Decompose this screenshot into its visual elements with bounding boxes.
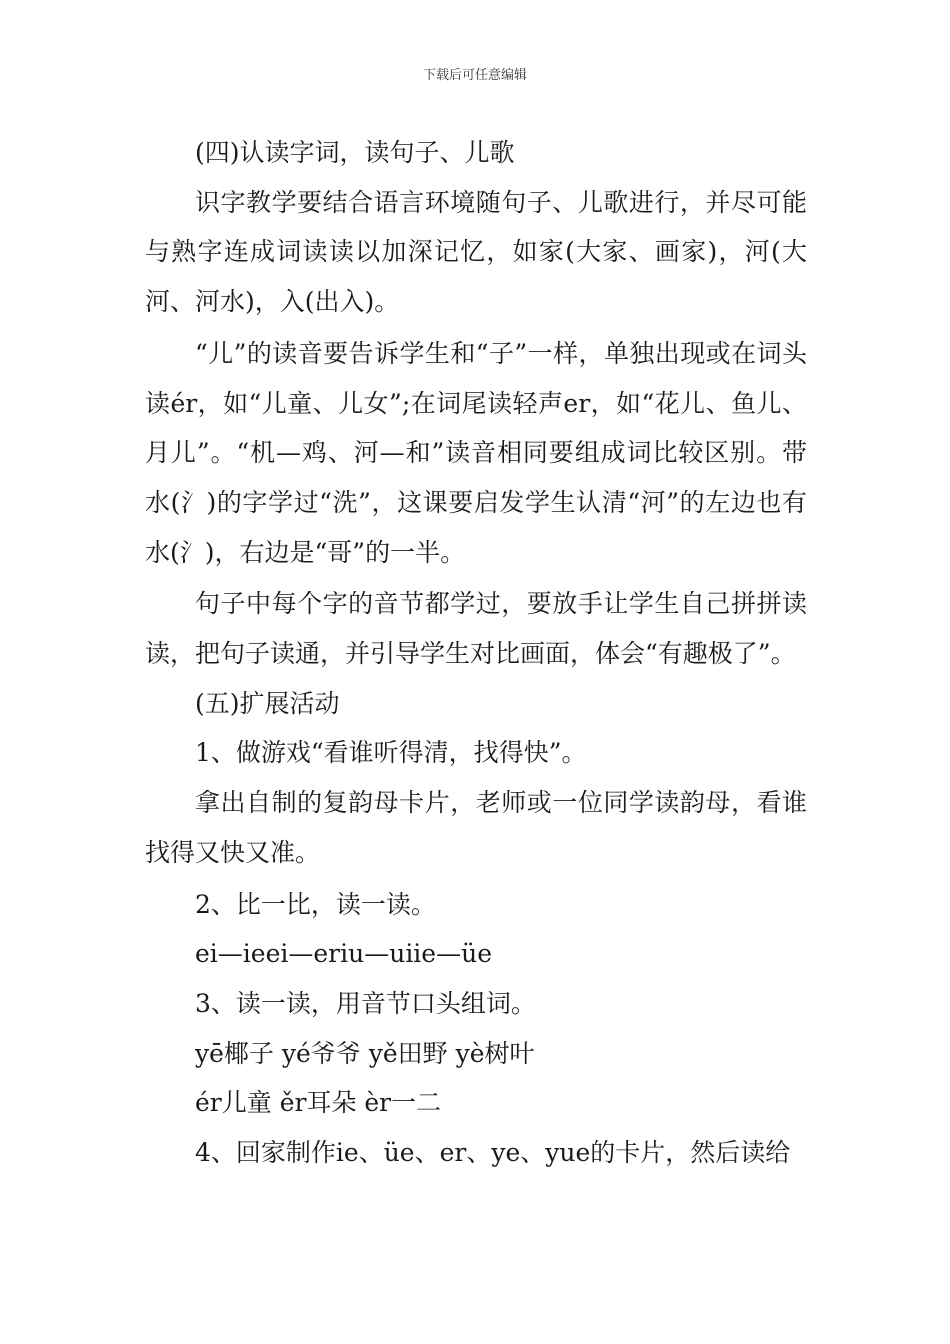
list-item: 2、比一比，读一读。 xyxy=(195,889,436,919)
pinyin-line: ei—ieei—eriu—uiie—üe xyxy=(195,939,492,969)
section-heading-5: (五)扩展活动 xyxy=(195,688,340,718)
document-body xyxy=(145,128,807,1178)
section-heading-4: (四)认读字词，读句子、儿歌 xyxy=(195,138,515,167)
page-header: 下载后可任意编辑 xyxy=(422,68,527,83)
paragraph: 识字教学要结合语言环境随句子、儿歌进行，并尽可能与熟字连成词读读以加深记忆，如家(大家、画家)，河(大河、河水)，入(出入)。 xyxy=(145,187,807,317)
pinyin-line: ér儿童 ěr耳朵 èr一二 xyxy=(195,1088,442,1118)
pinyin-line: yē椰子 yé爷爷 yě田野 yè树叶 xyxy=(195,1038,535,1068)
list-item: 1、做游戏“看谁听得清，找得快”。 xyxy=(195,738,587,768)
paragraph: 拿出自制的复韵母卡片，老师或一位同学读韵母，看谁找得又快又准。 xyxy=(145,788,807,867)
list-item: 3、读一读，用音节口头组词。 xyxy=(195,988,536,1018)
paragraph: 句子中每个字的音节都学过，要放手让学生自己拼拼读读，把句子读通，并引导学生对比画面，体会“有趣极了”。 xyxy=(145,589,807,669)
paragraph: “儿”的读音要告诉学生和“子”一样，单独出现或在词头读ér，如“儿童、儿女”;在词尾读轻声er，如“花儿、鱼儿、月儿”。“机—鸡、河—和”读音相同要组成词比较区别。带水(氵)的字学过“洗”，这课要启发学生认清“河”的左边也有水(氵)，右边是“哥”的一半。 xyxy=(145,338,807,567)
list-item: 4、回家制作ie、üe、er、ye、yue的卡片，然后读给 xyxy=(195,1138,791,1168)
